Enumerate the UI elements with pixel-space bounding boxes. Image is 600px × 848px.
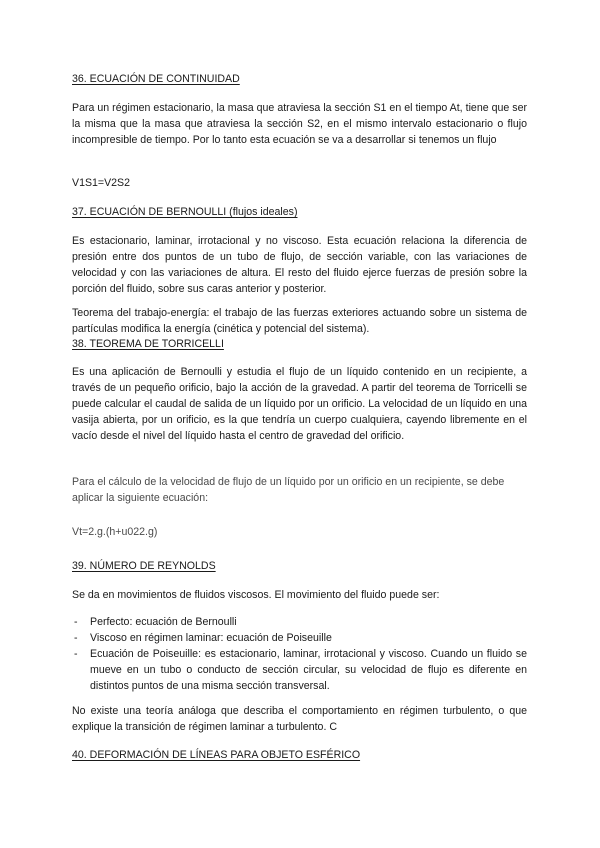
section-36-heading: 36. ECUACIÓN DE CONTINUIDAD [72,73,240,85]
section-37-heading: 37. ECUACIÓN DE BERNOULLI (flujos ideales) [72,206,298,218]
section-37-theorem: Teorema del trabajo-energía: el trabajo de las fuerzas exteriores actuando sobre un sistema de partículas modifica la energía (cinética y potencial del sistema). [72,307,527,335]
list-item: - Perfecto: ecuación de Bernoulli [72,614,527,630]
flow-types-list [72,614,527,694]
list-item: - Ecuación de Poiseuille: es estacionario, laminar, irrotacional y viscoso. Cuando un fluido se mueve en un tubo o conducto de sección circular, su velocidad de flujo es diferente en distintos puntos de una misma sección transversal. [72,646,527,694]
section-40-heading: 40. DEFORMACIÓN DE LÍNEAS PARA OBJETO ESFÉRICO [72,749,361,761]
section-37-paragraph: Es estacionario, laminar, irrotacional y no viscoso. Esta ecuación relaciona la diferencia de presión entre dos puntos de un tubo de flujo, de sección variable, con las variaciones de velocidad y con las variaciones de altura. El resto del fluido ejerce fuerzas de presión sobre la porción del fluido, sobre sus caras anterior y posterior. [72,235,527,295]
document-page [72,0,527,848]
continuity-formula: V1S1=V2S2 [72,177,131,189]
section-39-intro: Se da en movimientos de fluidos viscosos. El movimiento del fluido puede ser: [72,589,440,601]
section-38-paragraph: Es una aplicación de Bernoulli y estudia el flujo de un líquido contenido en un recipiente, a través de un pequeño orificio, bajo la acción de la gravedad. A partir del teorema de Torricelli se puede calcular el caudal de salida de un líquido por un orificio. La velocidad de un líquido en una vasija abierta, por un orificio, es la que tendría un cuerpo cualquiera, cayendo libremente en el vacío desde el nivel del líquido hasta el centro de gravedad del orificio. [72,366,527,442]
section-39-closing: No existe una teoría análoga que describa el comportamiento en régimen turbulento, o que explique la transición de régimen laminar a turbulento. C [72,705,527,733]
section-36-paragraph: Para un régimen estacionario, la masa que atraviesa la sección S1 en el tiempo At, tiene que ser la misma que la masa que atraviesa la sección S2, en el mismo intervalo estacionario o flujo incompresible de tiempo. Por lo tanto esta ecuación se va a desarrollar si tenemos un flujo [72,102,527,146]
section-38-paragraph-2: Para el cálculo de la velocidad de flujo de un líquido por un orificio en un recipiente, se debe aplicar la siguiente ecuación: [72,476,505,504]
section-38-heading: 38. TEOREMA DE TORRICELLI [72,338,224,350]
torricelli-formula: Vt=2.g.(h+u022.g) [72,526,158,538]
list-item: - Viscoso en régimen laminar: ecuación de Poiseuille [72,630,527,646]
section-39-heading: 39. NÚMERO DE REYNOLDS [72,560,216,572]
